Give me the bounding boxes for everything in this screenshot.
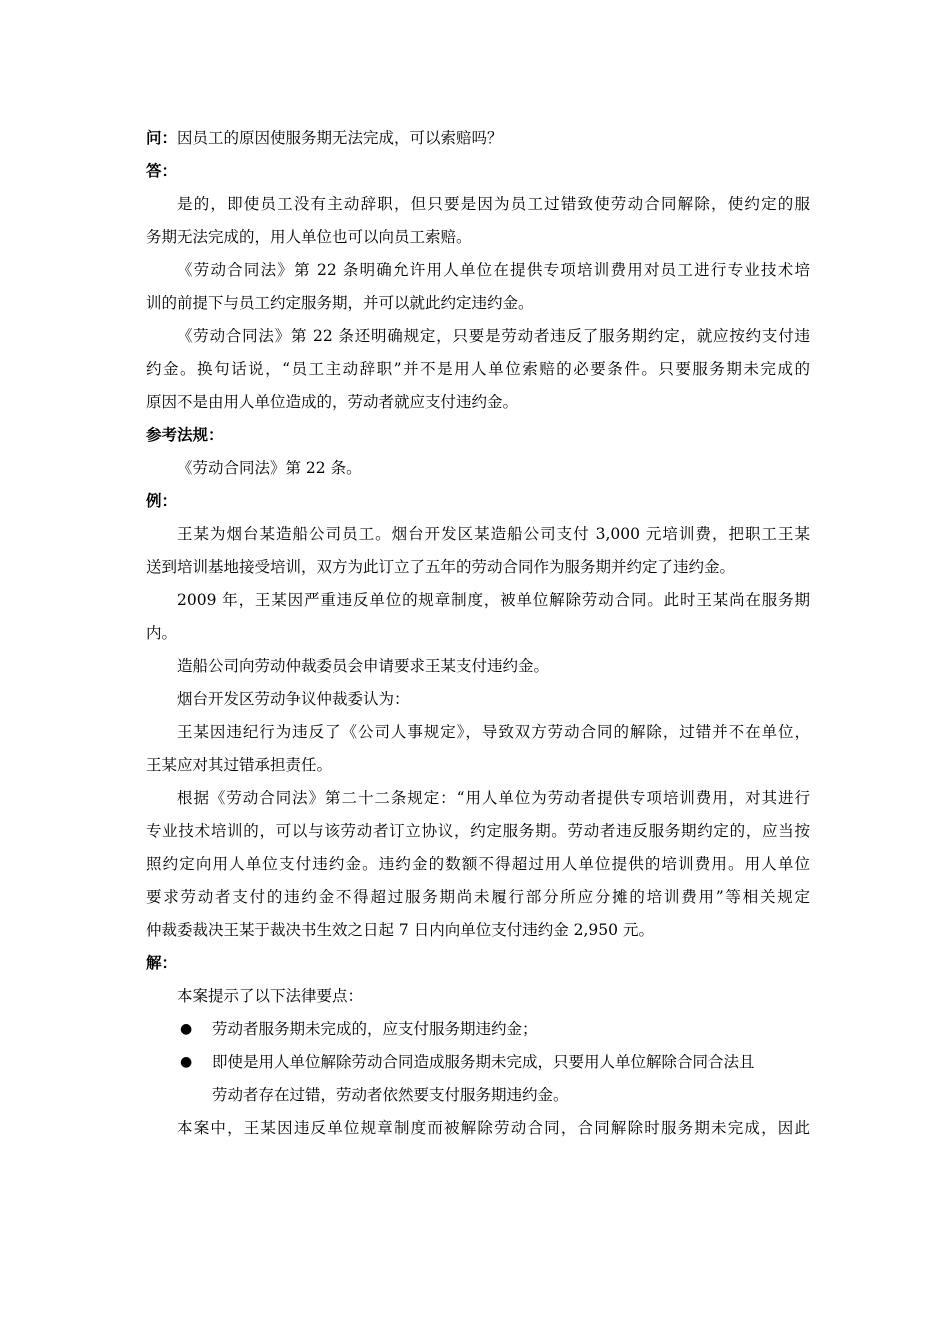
example-paragraph-2-line-2: 内。 <box>146 624 178 642</box>
example-paragraph-1-line-2: 送到培训基地接受培训，双方为此订立了五年的劳动合同作为服务期并约定了违约金。 <box>146 558 736 576</box>
bullet-dot-icon: ● <box>180 1054 193 1070</box>
example-paragraph-5-line-2: 王某应对其过错承担责任。 <box>146 756 333 774</box>
bullet-item-2-text-line-2: 劳动者存在过错，劳动者依然要支付服务期违约金。 <box>212 1086 569 1104</box>
document-body <box>146 122 810 1145</box>
question-label: 问： <box>146 129 178 147</box>
reference-label: 参考法规： <box>146 426 224 444</box>
example-label-line <box>146 485 810 518</box>
question-line <box>146 122 810 155</box>
reference-text: 《劳动合同法》第 22 条。 <box>177 459 362 477</box>
example-paragraph-6-line-4: 要求劳动者支付的违约金不得超过服务期尚未履行部分所应分摊的培训费用”等相关规定 <box>146 888 810 906</box>
answer-paragraph-1-line-2: 务期无法完成的，用人单位也可以向员工索赔。 <box>146 228 472 246</box>
bullet-item-1-text: 劳动者服务期未完成的，应支付服务期违约金； <box>212 1020 538 1038</box>
answer-paragraph-3-line-2: 约金。换句话说，“员工主动辞职”并不是用人单位索赔的必要条件。只要服务期未完成的 <box>146 360 810 378</box>
answer-label-line <box>146 155 810 188</box>
answer-paragraph-2-line-1: 《劳动合同法》第 22 条明确允许用人单位在提供专项培训费用对员工进行专业技术培 <box>177 261 810 279</box>
answer-paragraph-1-line-1: 是的，即使员工没有主动辞职，但只要是因为员工过错致使劳动合同解除，使约定的服 <box>177 195 810 213</box>
bullet-item-2 <box>146 1046 810 1079</box>
answer-paragraph-2-line-2: 训的前提下与员工约定服务期，并可以就此约定违约金。 <box>146 294 534 312</box>
bullet-dot-icon: ● <box>180 1021 193 1037</box>
solution-label: 解： <box>146 954 178 972</box>
example-paragraph-3: 造船公司向劳动仲裁委员会申请要求王某支付违约金。 <box>177 657 550 675</box>
solution-label-line <box>146 947 810 980</box>
example-paragraph-2-line-1: 2009 年，王某因严重违反单位的规章制度，被单位解除劳动合同。此时王某尚在服务期 <box>177 591 810 609</box>
example-paragraph-6-line-2: 专业技术培训的，可以与该劳动者订立协议，约定服务期。劳动者违反服务期约定的，应当按 <box>146 822 810 840</box>
example-paragraph-4: 烟台开发区劳动争议仲裁委认为： <box>177 690 410 708</box>
example-paragraph-6-line-1: 根据《劳动合同法》第二十二条规定：“用人单位为劳动者提供专项培训费用，对其进行 <box>177 789 810 807</box>
example-paragraph-5-line-1: 王某因违纪行为违反了《公司人事规定》，导致双方劳动合同的解除，过错并不在单位， <box>177 723 810 741</box>
solution-intro: 本案提示了以下法律要点： <box>177 987 364 1005</box>
solution-closing: 本案中，王某因违反单位规章制度而被解除劳动合同，合同解除时服务期未完成，因此 <box>177 1119 810 1137</box>
example-label: 例： <box>146 492 178 510</box>
bullet-item-1 <box>146 1013 810 1046</box>
example-paragraph-1-line-1: 王某为烟台某造船公司员工。烟台开发区某造船公司支付 3,000 元培训费，把职工王某 <box>177 525 810 543</box>
question-text: 因员工的原因使服务期无法完成，可以索赔吗？ <box>177 129 503 147</box>
answer-paragraph-3-line-3: 原因不是由用人单位造成的，劳动者就应支付违约金。 <box>146 393 519 411</box>
answer-paragraph-3-line-1: 《劳动合同法》第 22 条还明确规定，只要是劳动者违反了服务期约定，就应按约支付违 <box>177 327 810 345</box>
example-paragraph-6-line-5: 仲裁委裁决王某于裁决书生效之日起 7 日内向单位支付违约金 2,950 元。 <box>146 921 654 939</box>
bullet-item-2-text-line-1: 即使是用人单位解除劳动合同造成服务期未完成，只要用人单位解除合同合法且 <box>212 1053 755 1071</box>
example-paragraph-6-line-3: 照约定向用人单位支付违约金。违约金的数额不得超过用人单位提供的培训费用。用人单位 <box>146 855 810 873</box>
answer-label: 答： <box>146 162 178 180</box>
reference-label-line <box>146 419 810 452</box>
